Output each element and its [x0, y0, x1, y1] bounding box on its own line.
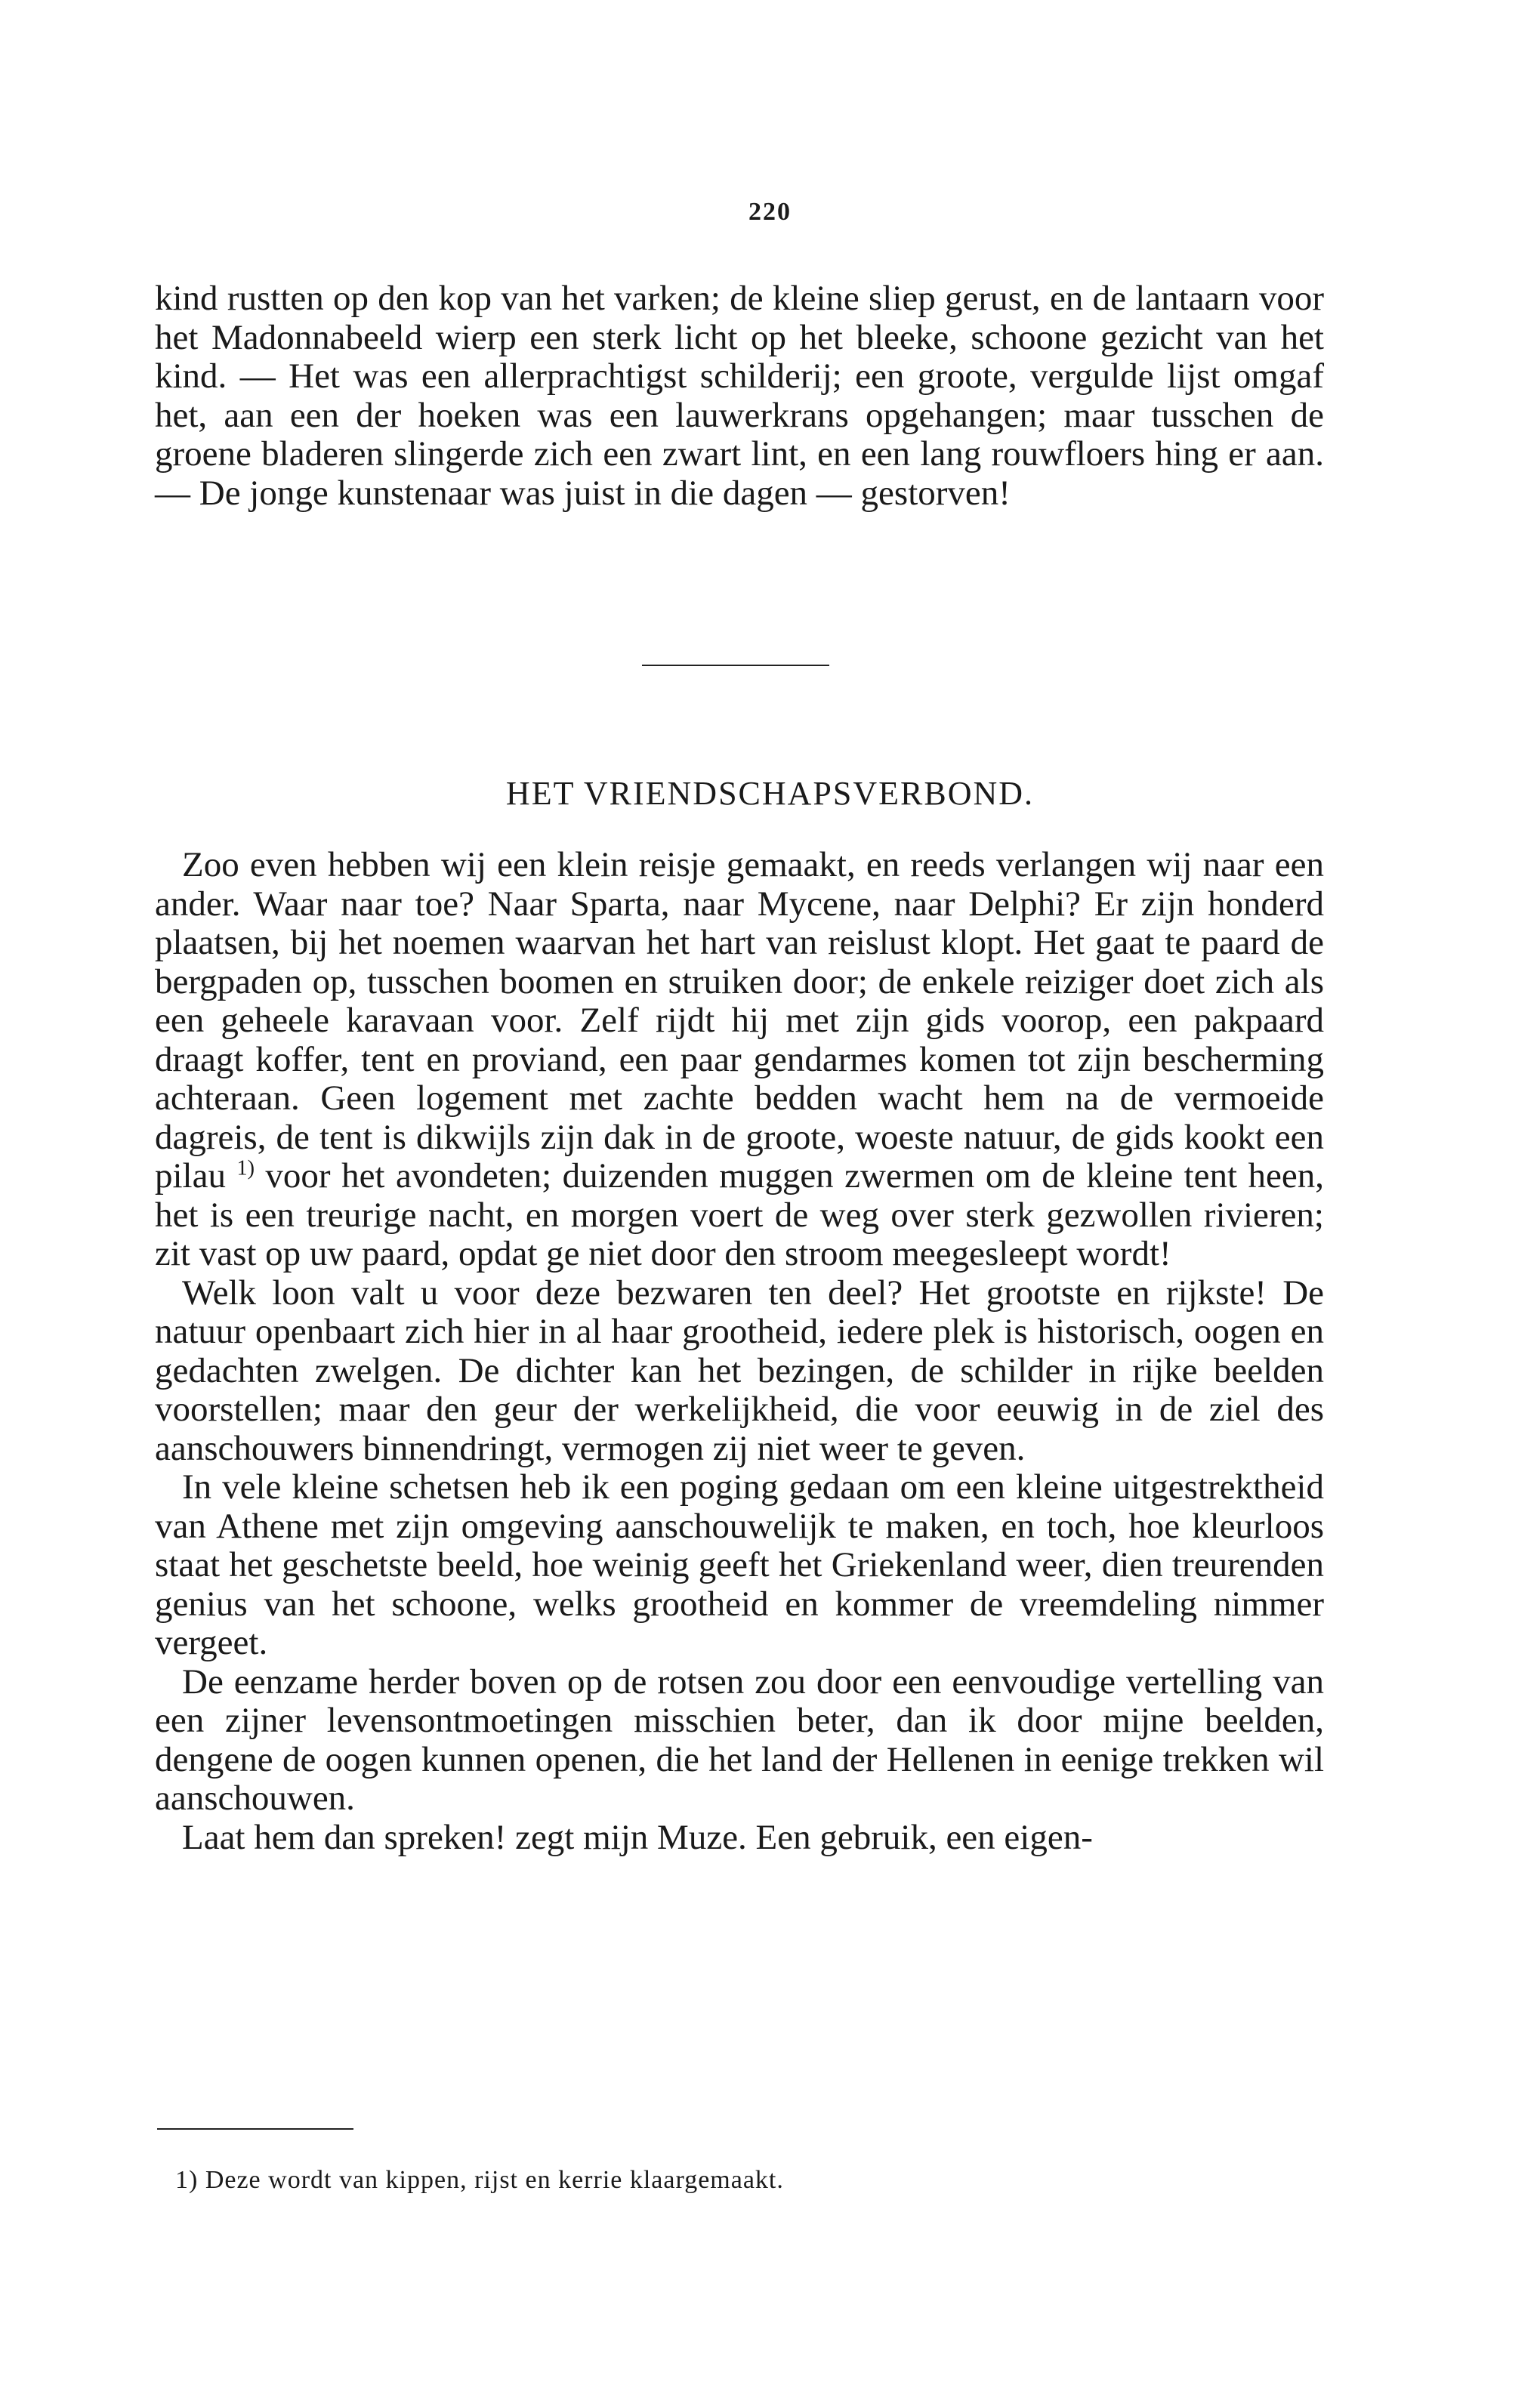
- continuation-text: kind rustten op den kop van het varken; de kleine sliep gerust, en de lantaarn voor het Madonnabeeld wierp een sterk licht op het bleeke, schoone gezicht van het kind. — Het was een allerprachtigst schilderij; een groote, vergulde lijst omgaf het, aan een der hoeken was een lauwerkrans opgehangen; maar tusschen de groene bladeren slingerde zich een zwart lint, en een lang rouwfloers hing er aan. — De jonge kunstenaar was juist in die dagen — gestorven!: [155, 279, 1324, 513]
- paragraph-3: In vele kleine schetsen heb ik een poging gedaan om een kleine uitgestrektheid van Athene met zijn omgeving aanschouwelijk te maken, en toch, hoe kleurloos staat het geschetste beeld, hoe weinig geeft het Griekenland weer, dien treurenden genius van het schoone, welks grootheid en kommer de vreemdeling nimmer vergeet.: [155, 1467, 1324, 1662]
- page-number: 220: [748, 198, 792, 226]
- section-body: [155, 846, 1324, 1857]
- section-separator: [642, 665, 829, 666]
- continuation-paragraph: [155, 279, 1324, 513]
- paragraph-1-text-b: voor het avondeten; duizenden muggen zwermen om de kleine tent heen, het is een treurige nacht, en morgen voert de weg over sterk gezwollen rivieren; zit vast op uw paard, opdat ge niet door den stroom meegesleept wordt!: [155, 1156, 1324, 1273]
- paragraph-5: Laat hem dan spreken! zegt mijn Muze. Een gebruik, een eigen-: [182, 1817, 1093, 1857]
- paragraph-1-text-a: Zoo even hebben wij een klein reisje gemaakt, en reeds verlangen wij naar een ander. Waar naar toe? Naar Sparta, naar Mycene, naar Delphi? Er zijn honderd plaatsen, bij het noemen waarvan het hart van reislust klopt. Het gaat te paard de bergpaden op, tusschen boomen en struiken door; de enkele reiziger doet zich als een geheele karavaan voor. Zelf rijdt hij met zijn gids voorop, een pakpaard draagt koffer, tent en proviand, een paar gendarmes komen tot zijn bescherming achteraan. Geen logement met zachte bedden wacht hem na de vermoeide dagreis, de tent is dikwijls zijn dak in de groote, woeste natuur, de gids kookt een pilau: [155, 845, 1324, 1196]
- section-title: HET VRIENDSCHAPSVERBOND.: [505, 774, 1035, 812]
- footnote-rule: [157, 2128, 353, 2130]
- paragraph-2: Welk loon valt u voor deze bezwaren ten deel? Het grootste en rijkste! De natuur openbaart zich hier in al haar grootheid, iedere plek is historisch, oogen en gedachten zwelgen. De dichter kan het bezingen, de schilder in rijke beelden voorstellen; maar den geur der werkelijkheid, die voor eeuwig in de ziel des aanschouwers binnendringt, vermogen zij niet weer te geven.: [155, 1273, 1324, 1468]
- footnote-marker: 1): [236, 1156, 255, 1180]
- paragraph-1: [155, 846, 1324, 1274]
- paragraph-4: De eenzame herder boven op de rotsen zou door een eenvoudige vertelling van een zijner levensontmoetingen misschien beter, dan ik door mijne beelden, dengene de oogen kunnen openen, die het land der Hellenen in eenige trekken wil aanschouwen.: [155, 1661, 1324, 1818]
- footnote: 1) Deze wordt van kippen, rijst en kerrie klaargemaakt.: [175, 2166, 784, 2194]
